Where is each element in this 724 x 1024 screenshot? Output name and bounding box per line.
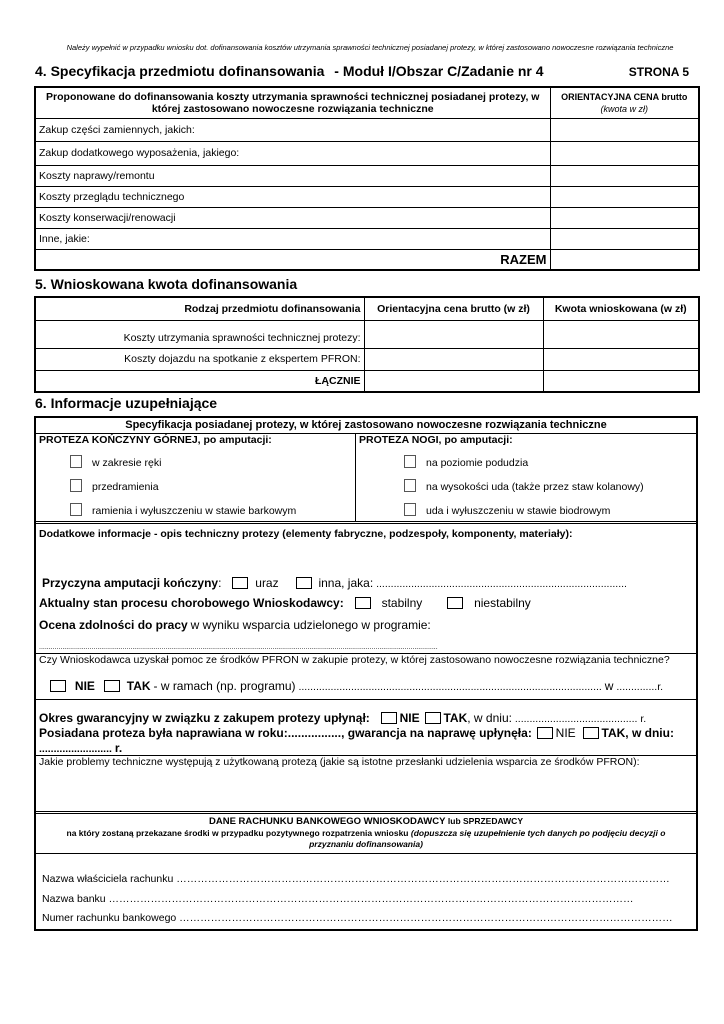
pfron-answer-row: NIE TAK - w ramach (np. programu) ........................................................................................................ w ..............r. xyxy=(50,679,696,693)
section-4-title-text: 4. Specyfikacja przedmiotu dofinansowania xyxy=(35,63,325,79)
page-number: STRONA 5 xyxy=(628,65,689,79)
cost-row-value[interactable] xyxy=(550,186,699,207)
bank-name-field[interactable]: Nazwa banku …………………………………………………………………………………………………………………………………… xyxy=(42,893,634,905)
bank-subtitle: na który zostaną przekazane środki w przypadku pozytywnego rozpatrzenia wniosku (dopuszcza się uzupełnienie tych danych po podjęciu decyzji o przyznaniu dofinansowania) xyxy=(66,828,666,849)
warranty-row: Okres gwarancyjny w związku z zakupem protezy upłynął: NIE TAK, w dniu: .......................................... r. xyxy=(39,711,647,725)
checkbox-icon[interactable] xyxy=(296,577,312,589)
section-4-title xyxy=(35,63,689,79)
cost-row-value[interactable] xyxy=(550,118,699,141)
col-header-price: Orientacyjna cena brutto (w zł) xyxy=(364,297,543,320)
upper-opt-forearm[interactable]: przedramienia xyxy=(70,479,696,493)
repair-row: Posiadana proteza była naprawiana w roku:................, gwarancja na naprawę upłynęła: NIE TAK, w dniu: xyxy=(39,726,674,740)
lower-limb-title: PROTEZA NOGI, po amputacji: xyxy=(359,434,513,446)
grand-total-requested[interactable] xyxy=(543,370,699,392)
cost-row-label: Zakup części zamiennych, jakich: xyxy=(35,118,550,141)
price-cell[interactable] xyxy=(364,320,543,348)
checkbox-icon[interactable] xyxy=(70,479,82,492)
price-header: ORIENTACYJNA CENA brutto xyxy=(561,91,688,102)
checkbox-icon[interactable] xyxy=(50,680,66,692)
price-cell[interactable] xyxy=(364,348,543,370)
checkbox-icon[interactable] xyxy=(381,712,397,724)
lower-opt-shin[interactable]: na poziomie podudzia xyxy=(404,455,696,469)
checkbox-icon[interactable] xyxy=(70,503,82,516)
cost-type-label: Koszty utrzymania sprawności technicznej protezy: xyxy=(35,320,364,348)
requested-cell[interactable] xyxy=(543,320,699,348)
grand-total-label: ŁĄCZNIE xyxy=(35,370,364,392)
section-6-title: 6. Informacje uzupełniające xyxy=(35,395,218,411)
checkbox-icon[interactable] xyxy=(404,503,416,516)
upper-limb-title: PROTEZA KOŃCZYNY GÓRNEJ, po amputacji: xyxy=(39,434,272,446)
cost-row-label: Zakup dodatkowego wyposażenia, jakiego: xyxy=(35,141,550,165)
lower-opt-thigh[interactable]: na wysokości uda (także przez staw kolanowy) xyxy=(404,479,696,493)
spec-header: Specyfikacja posiadanej protezy, w której zastosowano nowoczesne rozwiązania techniczne xyxy=(125,419,607,431)
ocena-dots: ............................................................................................................................................................................................................. xyxy=(39,644,438,651)
cost-row-value[interactable] xyxy=(550,228,699,249)
upper-opt-arm[interactable]: ramienia i wyłuszczeniu w stawie barkowym xyxy=(70,503,696,517)
cost-row-value[interactable] xyxy=(550,141,699,165)
lower-opt-hip[interactable]: uda i wyłuszczeniu w stawie biodrowym xyxy=(404,503,696,517)
requested-cell[interactable] xyxy=(543,348,699,370)
col-header-type: Rodzaj przedmiotu dofinansowania xyxy=(35,297,364,320)
cause-row: Przyczyna amputacji kończyny: uraz inna, jaka: ...................................................................................... xyxy=(42,576,627,590)
total-value[interactable] xyxy=(550,249,699,270)
pfron-question: Czy Wnioskodawca uzyskał pomoc ze środków PFRON w zakupie protezy, w której zastosowano nowoczesne rozwiązania techniczne? xyxy=(39,654,670,666)
grand-total-price[interactable] xyxy=(364,370,543,392)
section-5-title: 5. Wnioskowana kwota dofinansowania xyxy=(35,276,298,292)
checkbox-icon[interactable] xyxy=(404,455,416,468)
checkbox-icon[interactable] xyxy=(537,727,553,739)
section-4-subtitle: - Moduł I/Obszar C/Zadanie nr 4 xyxy=(334,63,544,79)
section-4-header-left: Proponowane do dofinansowania koszty utrzymania sprawności technicznej posiadanej protezy, w której zastosowano nowoczesne rozwiązania techniczne xyxy=(35,87,550,118)
cost-row-label: Koszty przeglądu technicznego xyxy=(35,186,550,207)
col-header-requested: Kwota wnioskowana (w zł) xyxy=(543,297,699,320)
account-owner-field[interactable]: Nazwa właściciela rachunku …………………………………………………………………………………………………………………………… xyxy=(42,873,670,885)
cost-row-value[interactable] xyxy=(550,207,699,228)
extra-info-label: Dodatkowe informacje - opis techniczny protezy (elementy fabryczne, podzespoły, komponenty, materiały): xyxy=(39,528,573,540)
cost-row-label: Koszty konserwacji/renowacji xyxy=(35,207,550,228)
cost-row-value[interactable] xyxy=(550,165,699,186)
instruction-note: Należy wypełnić w przypadku wniosku dot. dofinansowania kosztów utrzymania sprawności technicznej posiadanej protezy, w której zastosowano nowoczesne rozwiązania techniczne xyxy=(66,43,674,52)
checkbox-icon[interactable] xyxy=(104,680,120,692)
price-header-unit: (kwota w zł) xyxy=(600,103,648,114)
state-row: Aktualny stan procesu chorobowego Wnioskodawcy: stabilny niestabilny xyxy=(39,596,531,610)
cost-row-label: Inne, jakie: xyxy=(35,228,550,249)
ocena-row: Ocena zdolności do pracy w wyniku wsparcia udzielonego w programie: xyxy=(39,618,431,632)
checkbox-icon[interactable] xyxy=(404,479,416,492)
checkbox-icon[interactable] xyxy=(355,597,371,609)
checkbox-icon[interactable] xyxy=(232,577,248,589)
upper-opt-hand[interactable]: w zakresie ręki xyxy=(70,455,696,469)
account-number-field[interactable]: Numer rachunku bankowego …………………………………………………………………………………………………………………………… xyxy=(42,912,673,924)
problems-label: Jakie problemy techniczne występują z użytkowaną protezą (jakie są istotne przesłanki udzielenia wsparcia ze środków PFRON): xyxy=(39,756,640,768)
checkbox-icon[interactable] xyxy=(447,597,463,609)
repair-row-cont: ......................... r. xyxy=(39,741,123,755)
cost-type-label: Koszty dojazdu na spotkanie z ekspertem PFRON: xyxy=(35,348,364,370)
section-4-table xyxy=(34,86,700,271)
section-4-header-right xyxy=(550,87,699,118)
total-label: RAZEM xyxy=(35,249,550,270)
cost-row-label: Koszty naprawy/remontu xyxy=(35,165,550,186)
section-6-box xyxy=(34,416,698,931)
checkbox-icon[interactable] xyxy=(583,727,599,739)
checkbox-icon[interactable] xyxy=(425,712,441,724)
bank-title: DANE RACHUNKU BANKOWEGO WNIOSKODAWCY lub SPRZEDAWCY xyxy=(208,816,523,827)
checkbox-icon[interactable] xyxy=(70,455,82,468)
section-5-table xyxy=(34,296,700,393)
